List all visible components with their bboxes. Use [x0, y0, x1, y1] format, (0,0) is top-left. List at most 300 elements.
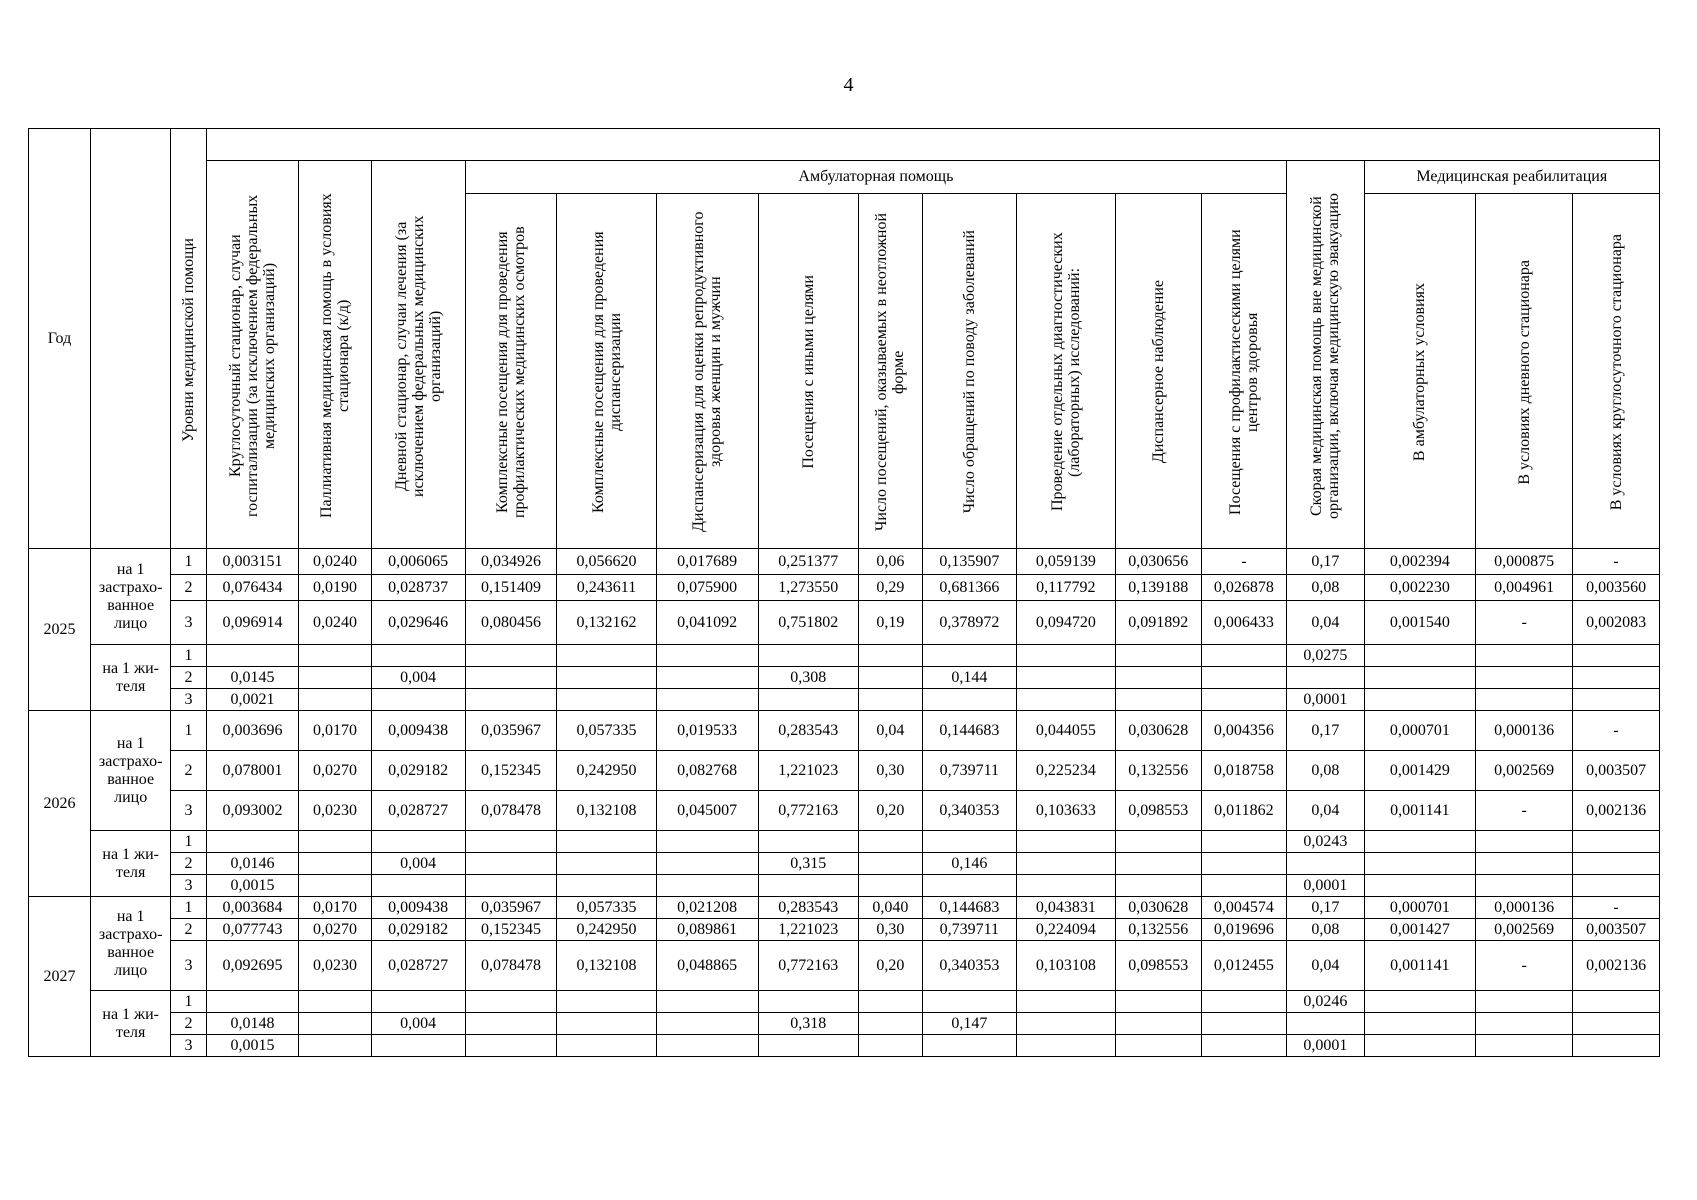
value-cell: [1573, 831, 1660, 853]
value-cell: [1016, 667, 1115, 689]
value-cell: 0,002569: [1476, 919, 1573, 941]
value-cell: 0,092695: [206, 941, 299, 991]
value-cell: 0,089861: [656, 919, 758, 941]
value-cell: [858, 875, 922, 897]
level-cell: 3: [171, 689, 206, 711]
level-cell: 3: [171, 875, 206, 897]
level-cell: 3: [171, 791, 206, 831]
value-cell: [299, 1013, 371, 1035]
value-cell: [1201, 875, 1287, 897]
value-cell: [371, 645, 465, 667]
value-cell: -: [1201, 549, 1287, 575]
indicators-table: [28, 128, 1660, 1057]
value-cell: 0,003507: [1573, 919, 1660, 941]
value-cell: [1364, 991, 1475, 1013]
value-cell: [1287, 853, 1364, 875]
value-cell: 0,772163: [758, 791, 858, 831]
value-cell: [858, 853, 922, 875]
value-cell: [557, 831, 656, 853]
value-cell: [1201, 667, 1287, 689]
value-cell: 0,132556: [1115, 751, 1201, 791]
level-cell: 3: [171, 1035, 206, 1057]
value-cell: 0,021208: [656, 897, 758, 919]
value-cell: [557, 1013, 656, 1035]
value-cell: 0,152345: [465, 919, 557, 941]
value-cell: [858, 667, 922, 689]
header-health-centers: Посещения с профилактисескими целями центров здоровья: [1201, 194, 1287, 549]
value-cell: 0,029646: [371, 601, 465, 645]
value-cell: 0,000701: [1364, 897, 1475, 919]
level-cell: 1: [171, 549, 206, 575]
value-cell: 0,040: [858, 897, 922, 919]
header-prof-exams: Комплексные посещения для проведения профилактических медицинских осмотров: [465, 194, 557, 549]
value-cell: 0,001429: [1364, 751, 1475, 791]
value-cell: 0,0170: [299, 897, 371, 919]
value-cell: 0,077743: [206, 919, 299, 941]
value-cell: 0,098553: [1115, 791, 1201, 831]
value-cell: 0,04: [1287, 941, 1364, 991]
value-cell: 0,004: [371, 667, 465, 689]
value-cell: [557, 991, 656, 1013]
value-cell: [299, 831, 371, 853]
value-cell: [1476, 645, 1573, 667]
value-cell: 0,011862: [1201, 791, 1287, 831]
table-row: [29, 667, 1660, 689]
value-cell: [206, 991, 299, 1013]
value-cell: -: [1573, 711, 1660, 751]
level-cell: 1: [171, 645, 206, 667]
level-cell: 1: [171, 897, 206, 919]
value-cell: 0,009438: [371, 897, 465, 919]
value-cell: 0,080456: [465, 601, 557, 645]
value-cell: 0,0170: [299, 711, 371, 751]
value-cell: [557, 689, 656, 711]
value-cell: [371, 991, 465, 1013]
value-cell: [1016, 875, 1115, 897]
value-cell: [922, 689, 1016, 711]
value-cell: [1476, 1013, 1573, 1035]
header-dispensarization: Комплексные посещения для проведения диспансеризации: [557, 194, 656, 549]
value-cell: [465, 875, 557, 897]
value-cell: -: [1476, 941, 1573, 991]
value-cell: 0,000136: [1476, 897, 1573, 919]
value-cell: [1364, 853, 1475, 875]
table-row: [29, 645, 1660, 667]
value-cell: 0,004356: [1201, 711, 1287, 751]
value-cell: 0,103108: [1016, 941, 1115, 991]
value-cell: [1573, 1013, 1660, 1035]
value-cell: [1364, 689, 1475, 711]
value-cell: 0,144683: [922, 897, 1016, 919]
resident-unit-cell: на 1 жи-теля: [90, 991, 171, 1057]
value-cell: [1573, 853, 1660, 875]
value-cell: [371, 1035, 465, 1057]
table-row: [29, 919, 1660, 941]
value-cell: [1364, 645, 1475, 667]
value-cell: 0,003151: [206, 549, 299, 575]
value-cell: 0,001141: [1364, 791, 1475, 831]
value-cell: 0,04: [858, 711, 922, 751]
value-cell: 0,035967: [465, 897, 557, 919]
value-cell: 0,028727: [371, 791, 465, 831]
value-cell: 0,08: [1287, 575, 1364, 601]
value-cell: 0,094720: [1016, 601, 1115, 645]
value-cell: 0,082768: [656, 751, 758, 791]
value-cell: [557, 875, 656, 897]
value-cell: [465, 645, 557, 667]
value-cell: 0,041092: [656, 601, 758, 645]
header-unit: [90, 129, 171, 549]
table-row: [29, 791, 1660, 831]
level-cell: 2: [171, 853, 206, 875]
value-cell: 0,146: [922, 853, 1016, 875]
level-cell: 1: [171, 711, 206, 751]
value-cell: 0,0015: [206, 1035, 299, 1057]
value-cell: 0,152345: [465, 751, 557, 791]
value-cell: 0,30: [858, 751, 922, 791]
value-cell: 0,003684: [206, 897, 299, 919]
value-cell: 0,20: [858, 791, 922, 831]
value-cell: [371, 875, 465, 897]
header-round-clock: Круглосуточный стационар, случаи госпитализации (за исключением федеральных медицинских организаций): [206, 161, 299, 549]
value-cell: 0,739711: [922, 751, 1016, 791]
table-row: [29, 875, 1660, 897]
value-cell: -: [1573, 549, 1660, 575]
value-cell: [371, 689, 465, 711]
value-cell: [922, 1035, 1016, 1057]
value-cell: [758, 991, 858, 1013]
value-cell: 0,0146: [206, 853, 299, 875]
level-cell: 2: [171, 1013, 206, 1035]
value-cell: 0,076434: [206, 575, 299, 601]
value-cell: [858, 1035, 922, 1057]
value-cell: [465, 831, 557, 853]
value-cell: 0,0230: [299, 941, 371, 991]
value-cell: 0,132162: [557, 601, 656, 645]
value-cell: [922, 645, 1016, 667]
value-cell: 0,739711: [922, 919, 1016, 941]
value-cell: [557, 1035, 656, 1057]
value-cell: 0,0275: [1287, 645, 1364, 667]
value-cell: 0,283543: [758, 711, 858, 751]
value-cell: [1115, 689, 1201, 711]
level-cell: 2: [171, 751, 206, 791]
value-cell: [557, 645, 656, 667]
level-cell: 1: [171, 831, 206, 853]
value-cell: 0,017689: [656, 549, 758, 575]
table-row: [29, 601, 1660, 645]
value-cell: [1201, 1035, 1287, 1057]
value-cell: [1364, 1035, 1475, 1057]
value-cell: 0,034926: [465, 549, 557, 575]
header-day-hospital: Дневной стационар, случаи лечения (за исключением федеральных медицинских организаций): [371, 161, 465, 549]
value-cell: [465, 667, 557, 689]
value-cell: 0,000875: [1476, 549, 1573, 575]
value-cell: 0,0148: [206, 1013, 299, 1035]
value-cell: 0,004: [371, 853, 465, 875]
value-cell: 0,035967: [465, 711, 557, 751]
value-cell: [1364, 667, 1475, 689]
value-cell: 0,0246: [1287, 991, 1364, 1013]
value-cell: [299, 853, 371, 875]
value-cell: [1476, 689, 1573, 711]
value-cell: 0,0270: [299, 919, 371, 941]
value-cell: [465, 689, 557, 711]
value-cell: 0,08: [1287, 919, 1364, 941]
value-cell: [858, 831, 922, 853]
value-cell: 0,318: [758, 1013, 858, 1035]
level-cell: 2: [171, 919, 206, 941]
value-cell: [758, 875, 858, 897]
value-cell: [1201, 853, 1287, 875]
value-cell: 0,30: [858, 919, 922, 941]
insured-unit-cell: на 1 застрахо-ванное лицо: [90, 549, 171, 645]
value-cell: 0,0001: [1287, 689, 1364, 711]
value-cell: [1364, 875, 1475, 897]
value-cell: [299, 645, 371, 667]
value-cell: [371, 831, 465, 853]
page-number: 4: [843, 74, 854, 96]
header-diagnostics: Проведение отдельных диагностических (лабораторных) исследований:: [1016, 194, 1115, 549]
value-cell: [465, 991, 557, 1013]
value-cell: 0,225234: [1016, 751, 1115, 791]
value-cell: [656, 875, 758, 897]
value-cell: 0,003507: [1573, 751, 1660, 791]
value-cell: [465, 1013, 557, 1035]
header-emergency: Скорая медицинская помощь вне медицинской организации, включая медицинскую эвакуацию: [1287, 161, 1364, 549]
value-cell: [1573, 1035, 1660, 1057]
level-cell: 3: [171, 601, 206, 645]
value-cell: [656, 667, 758, 689]
value-cell: 1,221023: [758, 751, 858, 791]
value-cell: [1115, 645, 1201, 667]
value-cell: 0,135907: [922, 549, 1016, 575]
value-cell: 0,002083: [1573, 601, 1660, 645]
value-cell: [1115, 875, 1201, 897]
value-cell: [656, 689, 758, 711]
value-cell: 0,0243: [1287, 831, 1364, 853]
table-row: [29, 1035, 1660, 1057]
value-cell: [299, 875, 371, 897]
value-cell: 0,0270: [299, 751, 371, 791]
value-cell: 0,006433: [1201, 601, 1287, 645]
value-cell: 0,001141: [1364, 941, 1475, 991]
value-cell: [299, 667, 371, 689]
value-cell: 0,308: [758, 667, 858, 689]
value-cell: 0,001540: [1364, 601, 1475, 645]
value-cell: 0,147: [922, 1013, 1016, 1035]
value-cell: [1364, 831, 1475, 853]
header-top-blank: [206, 129, 1659, 161]
value-cell: 0,000136: [1476, 711, 1573, 751]
resident-unit-cell: на 1 жи-теля: [90, 645, 171, 711]
value-cell: [1287, 1013, 1364, 1035]
header-ambulatory-group: Амбулаторная помощь: [465, 161, 1287, 194]
value-cell: [206, 831, 299, 853]
header-rehab-group: Медицинская реабилитация: [1364, 161, 1659, 194]
value-cell: [656, 991, 758, 1013]
value-cell: [656, 1013, 758, 1035]
value-cell: 0,0190: [299, 575, 371, 601]
header-rehab-day: В условиях дневного стационара: [1476, 194, 1573, 549]
value-cell: [299, 991, 371, 1013]
value-cell: [206, 645, 299, 667]
value-cell: 0,018758: [1201, 751, 1287, 791]
value-cell: [1115, 1035, 1201, 1057]
value-cell: [1476, 991, 1573, 1013]
value-cell: 0,028737: [371, 575, 465, 601]
value-cell: [922, 991, 1016, 1013]
value-cell: [465, 853, 557, 875]
value-cell: [656, 1035, 758, 1057]
value-cell: [758, 645, 858, 667]
value-cell: [557, 667, 656, 689]
table-row: [29, 941, 1660, 991]
value-cell: 0,681366: [922, 575, 1016, 601]
value-cell: 0,132108: [557, 941, 656, 991]
value-cell: [1201, 831, 1287, 853]
value-cell: -: [1573, 897, 1660, 919]
value-cell: 0,045007: [656, 791, 758, 831]
value-cell: [1573, 689, 1660, 711]
value-cell: [299, 689, 371, 711]
value-cell: 0,030656: [1115, 549, 1201, 575]
value-cell: 0,0230: [299, 791, 371, 831]
value-cell: [1476, 853, 1573, 875]
header-rehab-round: В условиях круглосуточного стационара: [1573, 194, 1660, 549]
resident-unit-cell: на 1 жи-теля: [90, 831, 171, 897]
value-cell: 0,030628: [1115, 711, 1201, 751]
value-cell: 0,17: [1287, 711, 1364, 751]
value-cell: 0,251377: [758, 549, 858, 575]
header-disease-appeals: Число обращений по поводу заболеваний: [922, 194, 1016, 549]
value-cell: [1573, 645, 1660, 667]
value-cell: 0,002394: [1364, 549, 1475, 575]
value-cell: 0,004: [371, 1013, 465, 1035]
header-palliative: Паллиативная медицинская помощь в условиях стационара (к/д): [299, 161, 371, 549]
value-cell: [1115, 991, 1201, 1013]
value-cell: [465, 1035, 557, 1057]
value-cell: 0,029182: [371, 919, 465, 941]
value-cell: 0,048865: [656, 941, 758, 991]
value-cell: 0,315: [758, 853, 858, 875]
table-row: [29, 549, 1660, 575]
value-cell: [1287, 667, 1364, 689]
value-cell: [1201, 1013, 1287, 1035]
value-cell: 0,04: [1287, 601, 1364, 645]
value-cell: [1476, 875, 1573, 897]
level-cell: 2: [171, 575, 206, 601]
value-cell: [299, 1035, 371, 1057]
value-cell: 0,028727: [371, 941, 465, 991]
value-cell: [1115, 1013, 1201, 1035]
value-cell: [1016, 689, 1115, 711]
value-cell: [758, 831, 858, 853]
value-cell: 0,019533: [656, 711, 758, 751]
value-cell: 0,012455: [1201, 941, 1287, 991]
value-cell: [1201, 991, 1287, 1013]
value-cell: 0,139188: [1115, 575, 1201, 601]
value-cell: [1573, 875, 1660, 897]
table-row: [29, 991, 1660, 1013]
table-row: [29, 689, 1660, 711]
value-cell: 0,002230: [1364, 575, 1475, 601]
table-row: [29, 711, 1660, 751]
value-cell: 0,000701: [1364, 711, 1475, 751]
header-disp-observation: Диспансерное наблюдение: [1115, 194, 1201, 549]
value-cell: 0,056620: [557, 549, 656, 575]
value-cell: 0,009438: [371, 711, 465, 751]
header-urgent-visits: Число посещений, оказываемых в неотложной форме: [858, 194, 922, 549]
header-reproductive: Диспансеризация для оценки репродуктивного здоровья женщин и мужчин: [656, 194, 758, 549]
value-cell: 0,003560: [1573, 575, 1660, 601]
value-cell: 0,075900: [656, 575, 758, 601]
value-cell: 0,242950: [557, 751, 656, 791]
value-cell: 0,0240: [299, 549, 371, 575]
table-row: [29, 831, 1660, 853]
value-cell: 0,751802: [758, 601, 858, 645]
value-cell: 0,132556: [1115, 919, 1201, 941]
value-cell: 0,103633: [1016, 791, 1115, 831]
value-cell: 0,002136: [1573, 941, 1660, 991]
value-cell: 0,08: [1287, 751, 1364, 791]
value-cell: 0,004574: [1201, 897, 1287, 919]
header-rehab-ambulatory: В амбулаторных условиях: [1364, 194, 1475, 549]
value-cell: [557, 853, 656, 875]
value-cell: 0,002569: [1476, 751, 1573, 791]
value-cell: [1115, 831, 1201, 853]
level-cell: 2: [171, 667, 206, 689]
value-cell: 0,043831: [1016, 897, 1115, 919]
value-cell: 0,19: [858, 601, 922, 645]
level-cell: 1: [171, 991, 206, 1013]
value-cell: [1476, 831, 1573, 853]
table-row: [29, 575, 1660, 601]
value-cell: 0,078478: [465, 941, 557, 991]
value-cell: 1,273550: [758, 575, 858, 601]
value-cell: 0,0015: [206, 875, 299, 897]
value-cell: 0,144683: [922, 711, 1016, 751]
value-cell: [758, 1035, 858, 1057]
value-cell: [858, 689, 922, 711]
value-cell: [656, 831, 758, 853]
value-cell: 0,132108: [557, 791, 656, 831]
value-cell: 0,151409: [465, 575, 557, 601]
value-cell: 0,0001: [1287, 875, 1364, 897]
value-cell: [1016, 853, 1115, 875]
value-cell: 0,17: [1287, 897, 1364, 919]
value-cell: 0,057335: [557, 711, 656, 751]
value-cell: [1016, 831, 1115, 853]
value-cell: 0,0001: [1287, 1035, 1364, 1057]
value-cell: 0,093002: [206, 791, 299, 831]
value-cell: 0,243611: [557, 575, 656, 601]
value-cell: [1573, 667, 1660, 689]
value-cell: 0,098553: [1115, 941, 1201, 991]
table-row: [29, 751, 1660, 791]
value-cell: 0,378972: [922, 601, 1016, 645]
value-cell: 1,221023: [758, 919, 858, 941]
insured-unit-cell: на 1 застрахо-ванное лицо: [90, 711, 171, 831]
value-cell: [1201, 689, 1287, 711]
value-cell: [656, 853, 758, 875]
value-cell: 0,340353: [922, 791, 1016, 831]
value-cell: [1476, 667, 1573, 689]
value-cell: [858, 1013, 922, 1035]
level-cell: 3: [171, 941, 206, 991]
value-cell: 0,030628: [1115, 897, 1201, 919]
value-cell: [858, 645, 922, 667]
